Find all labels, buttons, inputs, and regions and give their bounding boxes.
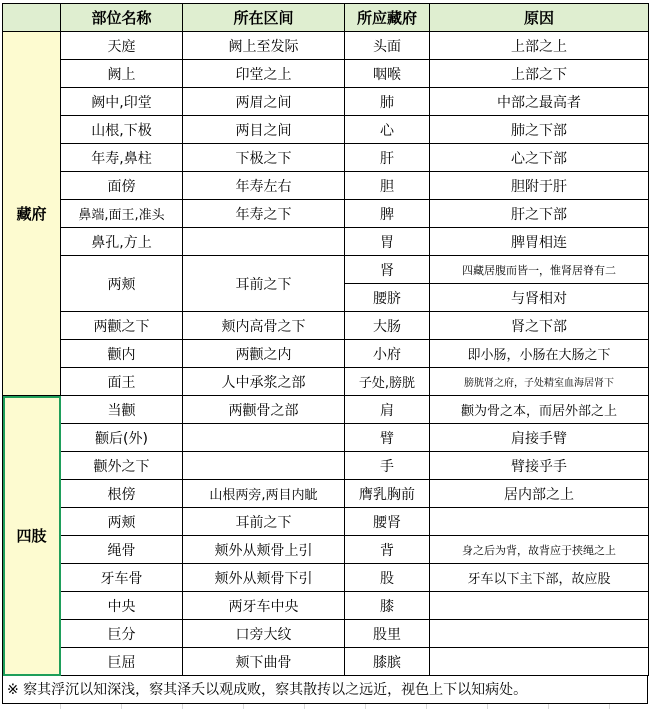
table-row	[3, 312, 649, 340]
cell-organ[interactable]: 肺	[345, 88, 430, 116]
table-row	[3, 228, 649, 256]
cell-reason[interactable]: 居内部之上	[430, 480, 649, 508]
cell-organ[interactable]: 臂	[345, 424, 430, 452]
cell-range[interactable]: 两目之间	[183, 116, 345, 144]
header-part-name[interactable]: 部位名称	[61, 4, 183, 32]
cell-range[interactable]: 颊内高骨之下	[183, 312, 345, 340]
cell-reason[interactable]: 肾之下部	[430, 312, 649, 340]
cell-reason[interactable]: 上部之上	[430, 32, 649, 60]
table-row	[3, 200, 649, 228]
cell-name[interactable]: 绳骨	[61, 536, 183, 564]
cell-name[interactable]: 两颧之下	[61, 312, 183, 340]
cell-range[interactable]: 口旁大纹	[183, 620, 345, 648]
cell-name[interactable]: 阙中,印堂	[61, 88, 183, 116]
cell-name[interactable]: 年寿,鼻柱	[61, 144, 183, 172]
table-row	[3, 480, 649, 508]
cell-reason[interactable]: 上部之下	[430, 60, 649, 88]
cell-reason[interactable]	[430, 592, 649, 620]
table-row	[3, 452, 649, 480]
cell-name[interactable]: 阙上	[61, 60, 183, 88]
cell-reason[interactable]: 臂接乎手	[430, 452, 649, 480]
cell-reason[interactable]: 牙车以下主下部，故应股	[430, 564, 649, 592]
cell-range[interactable]: 山根两旁,两目内眦	[183, 480, 345, 508]
cell-reason[interactable]: 颧为骨之本，而居外部之上	[430, 396, 649, 424]
table-row	[3, 116, 649, 144]
cell-organ[interactable]: 股	[345, 564, 430, 592]
cell-range[interactable]	[183, 424, 345, 452]
table-row	[3, 32, 649, 60]
cell-organ[interactable]: 股里	[345, 620, 430, 648]
cell-name[interactable]: 两颊	[61, 256, 183, 312]
cell-reason[interactable]	[430, 508, 649, 536]
cell-range[interactable]	[183, 452, 345, 480]
cell-range[interactable]: 两颧之内	[183, 340, 345, 368]
cell-range[interactable]	[183, 228, 345, 256]
cell-range[interactable]: 年寿左右	[183, 172, 345, 200]
cell-name[interactable]: 巨分	[61, 620, 183, 648]
table-row	[3, 592, 649, 620]
cell-reason[interactable]: 心之下部	[430, 144, 649, 172]
header-organ[interactable]: 所应藏府	[345, 4, 430, 32]
cell-name[interactable]: 颧后(外)	[61, 424, 183, 452]
cell-range[interactable]: 印堂之上	[183, 60, 345, 88]
cell-name[interactable]: 颧外之下	[61, 452, 183, 480]
cell-reason[interactable]	[430, 648, 649, 676]
table-row	[3, 172, 649, 200]
table-row	[3, 536, 649, 564]
table-row	[3, 508, 649, 536]
cell-name[interactable]: 当颧	[61, 396, 183, 424]
cell-reason[interactable]: 即小肠，小肠在大肠之下	[430, 340, 649, 368]
table-row	[3, 620, 649, 648]
table-row	[3, 340, 649, 368]
table-row	[3, 60, 649, 88]
cell-range[interactable]: 下极之下	[183, 144, 345, 172]
cell-range[interactable]: 两颧骨之部	[183, 396, 345, 424]
cell-reason[interactable]: 中部之最高者	[430, 88, 649, 116]
cell-reason[interactable]: 胆附于肝	[430, 172, 649, 200]
cell-reason[interactable]: 肺之下部	[430, 116, 649, 144]
cell-organ[interactable]: 脾	[345, 200, 430, 228]
cell-organ[interactable]: 小府	[345, 340, 430, 368]
cell-reason[interactable]: 肩接手臂	[430, 424, 649, 452]
table-row	[3, 368, 649, 396]
cell-organ[interactable]: 背	[345, 536, 430, 564]
table-row	[3, 424, 649, 452]
cell-organ[interactable]: 腰脐	[345, 284, 430, 312]
cell-name[interactable]: 根傍	[61, 480, 183, 508]
cell-organ[interactable]: 头面	[345, 32, 430, 60]
cell-organ[interactable]: 腰肾	[345, 508, 430, 536]
cell-organ[interactable]: 胃	[345, 228, 430, 256]
cell-organ[interactable]: 心	[345, 116, 430, 144]
cell-name[interactable]: 鼻孔,方上	[61, 228, 183, 256]
cell-range[interactable]: 耳前之下	[183, 508, 345, 536]
cell-organ[interactable]: 膺乳胸前	[345, 480, 430, 508]
cell-range[interactable]: 颊外从颊骨上引	[183, 536, 345, 564]
cell-range[interactable]: 两眉之间	[183, 88, 345, 116]
cell-reason[interactable]: 脾胃相连	[430, 228, 649, 256]
cell-organ[interactable]: 肩	[345, 396, 430, 424]
cell-name[interactable]: 面王	[61, 368, 183, 396]
cell-name[interactable]: 巨屈	[61, 648, 183, 676]
cell-range[interactable]: 年寿之下	[183, 200, 345, 228]
cell-organ[interactable]: 子处,膀胱	[345, 368, 430, 396]
cell-range[interactable]: 两牙车中央	[183, 592, 345, 620]
cell-organ[interactable]: 膝	[345, 592, 430, 620]
cell-organ[interactable]: 肾	[345, 256, 430, 284]
cell-reason[interactable]: 身之后为背，故背应于挟绳之上	[430, 536, 649, 564]
table-row	[3, 564, 649, 592]
header-row	[3, 4, 649, 32]
face-organ-table	[2, 3, 649, 676]
table-row	[3, 256, 649, 284]
sheet-gridline	[0, 704, 649, 709]
cell-reason[interactable]	[430, 620, 649, 648]
cell-name[interactable]: 牙车骨	[61, 564, 183, 592]
cell-range[interactable]: 颊下曲骨	[183, 648, 345, 676]
cell-range[interactable]: 颊外从颊骨下引	[183, 564, 345, 592]
cell-organ[interactable]: 咽喉	[345, 60, 430, 88]
cell-organ[interactable]: 手	[345, 452, 430, 480]
cell-name[interactable]: 山根,下极	[61, 116, 183, 144]
cell-reason[interactable]: 肝之下部	[430, 200, 649, 228]
header-reason[interactable]: 原因	[430, 4, 649, 32]
group-sizhi[interactable]: 四肢	[3, 396, 61, 676]
cell-name[interactable]: 面傍	[61, 172, 183, 200]
header-range[interactable]: 所在区间	[183, 4, 345, 32]
group-zangfu[interactable]: 藏府	[3, 32, 61, 396]
cell-reason[interactable]: 与肾相对	[430, 284, 649, 312]
cell-name[interactable]: 天庭	[61, 32, 183, 60]
table-row	[3, 648, 649, 676]
cell-organ[interactable]: 肝	[345, 144, 430, 172]
cell-range[interactable]: 人中承浆之部	[183, 368, 345, 396]
cell-reason[interactable]: 四藏居腹而皆一，惟肾居脊有二	[430, 256, 649, 284]
cell-organ[interactable]: 胆	[345, 172, 430, 200]
cell-range[interactable]: 阙上至发际	[183, 32, 345, 60]
table-row	[3, 144, 649, 172]
header-corner[interactable]	[3, 4, 61, 32]
cell-reason[interactable]: 膀胱肾之府，子处精室血海居肾下	[430, 368, 649, 396]
table-row	[3, 88, 649, 116]
cell-range[interactable]: 耳前之下	[183, 256, 345, 312]
cell-organ[interactable]: 大肠	[345, 312, 430, 340]
cell-name[interactable]: 中央	[61, 592, 183, 620]
table-row	[3, 396, 649, 424]
cell-organ[interactable]: 膝膑	[345, 648, 430, 676]
cell-name[interactable]: 鼻端,面王,准头	[61, 200, 183, 228]
footnote[interactable]: ※ 察其浮沉以知深浅，察其泽夭以观成败，察其散抟以之远近，视色上下以知病处。	[2, 676, 648, 704]
cell-name[interactable]: 颧内	[61, 340, 183, 368]
cell-name[interactable]: 两颊	[61, 508, 183, 536]
